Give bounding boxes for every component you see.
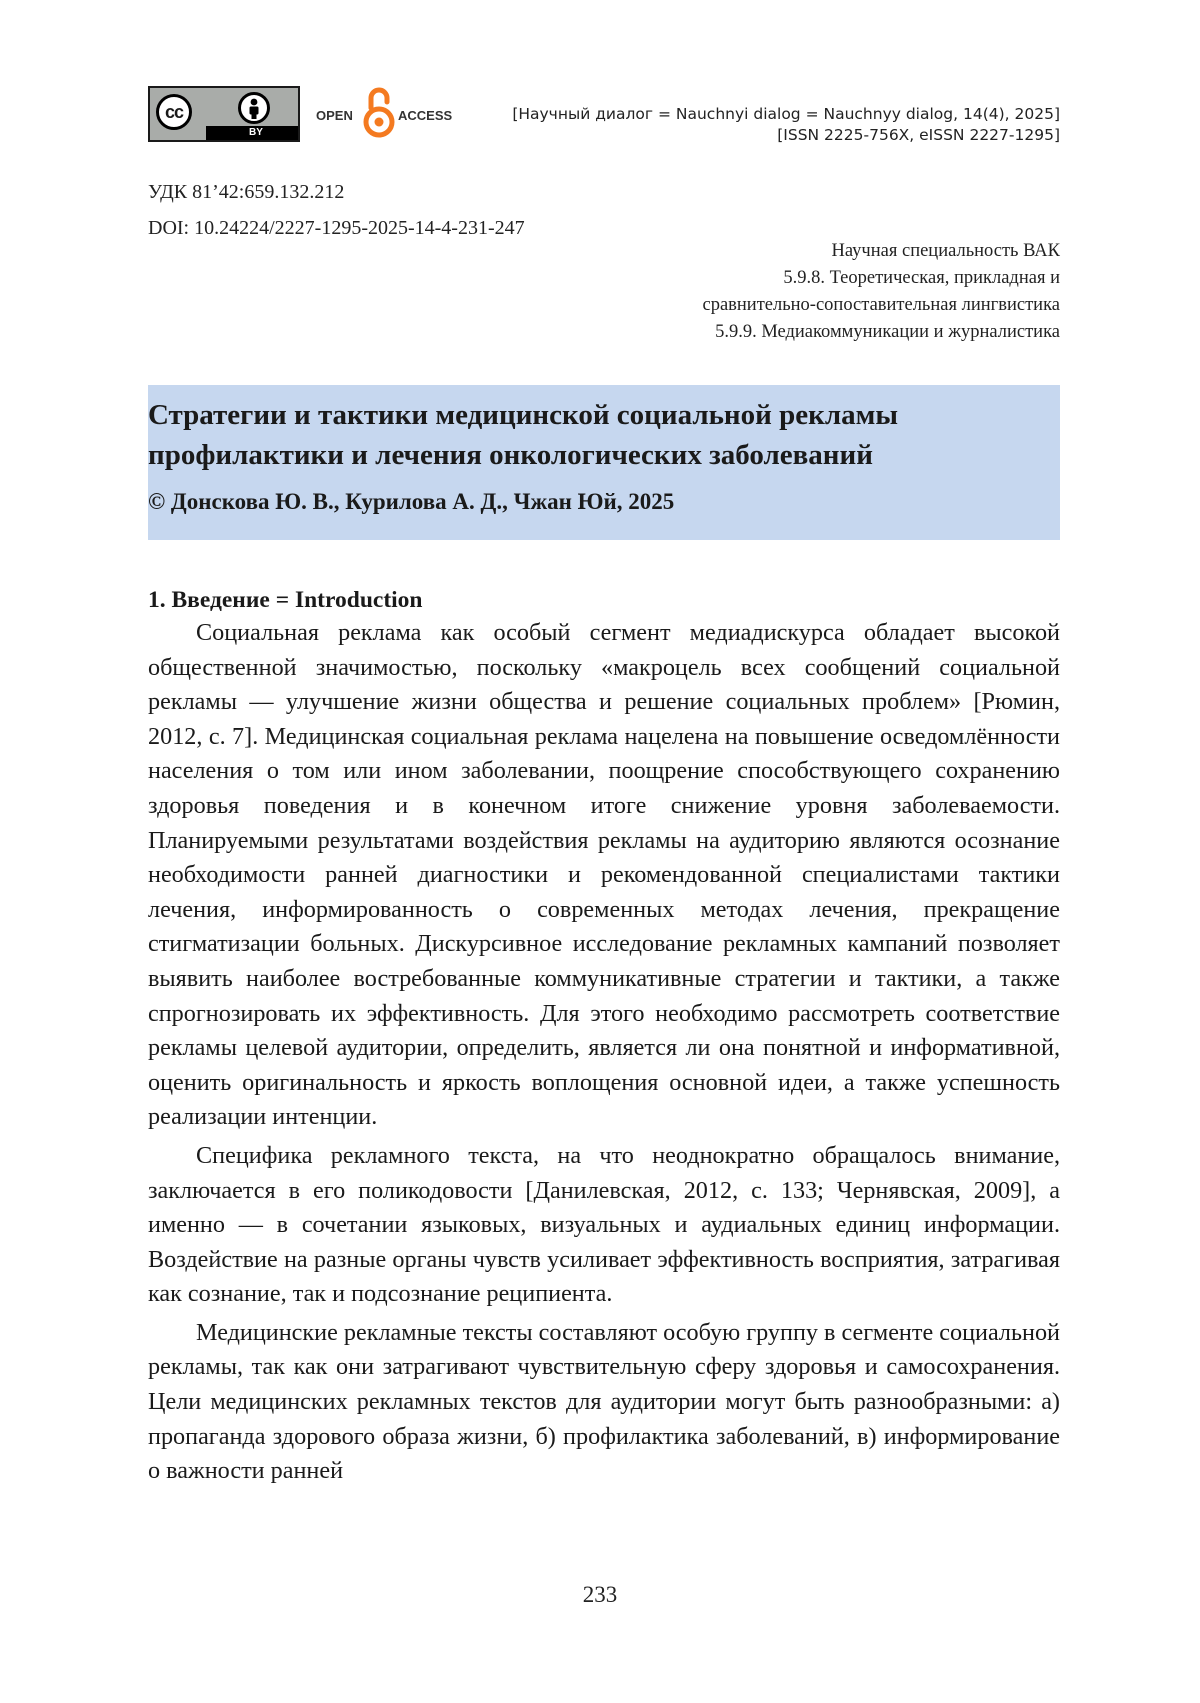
article-authors: © Донскова Ю. В., Курилова А. Д., Чжан Юй, 2025 [148,489,675,514]
article-meta [148,174,525,246]
open-access-logo[interactable] [316,84,466,140]
open-access-left-text: OPEN [316,108,353,123]
specialty-item: 5.9.8. Теоретическая, прикладная и [783,268,1060,288]
doi-link[interactable]: DOI: 10.24224/2227-1295-2025-14-4-231-247 [148,217,525,239]
scientific-specialty [702,238,1060,346]
cc-by-license-badge[interactable] [148,86,300,142]
by-strip [206,126,298,140]
paragraph: Социальная реклама как особый сегмент медиадискурса обладает высокой общественной значимостью, поскольку «макроцель всех сообщений социальной рекламы — улучшение жизни общества и решение социальных проблем» [Рюмин, 2012, с. 7]. Медицинская социальная реклама нацелена на повышение осведомлённости населения о том или ином заболевании, поощрение способствующего сохранению здоровья поведения и в конечном итоге снижение уровня заболеваемости. Планируемыми результатами воздействия рекламы на аудиторию являются осознание необходимости ранней диагностики и рекомендованной специалистами тактики лечения, информированность о современных методах лечения, прекращение стигматизации больных. Дискурсивное исследование рекламных кампаний позволяет выявить наиболее востребованные коммуникативные стратегии и тактики, а также спрогнозировать их эффективность. Для этого необходимо рассмотреть соответствие рекламы целевой аудитории, определить, является ли она понятной и информативной, оценить оригинальность и яркость воплощения основной идеи, а также успешность реализации интенции. [148,619,1060,1131]
title-line: Стратегии и тактики медицинской социальной рекламы [148,399,898,431]
open-access-right-text: ACCESS [398,108,453,123]
paragraph: Специфика рекламного текста, на что неоднократно обращалось внимание, заключается в его поликодовости [Данилевская, 2012, с. 133; Чернявская, 2009], а именно — в сочетании языковых, визуальных и аудиальных единиц информации. Воздействие на разные органы чувств усиливает эффективность восприятия, затрагивая как сознание, так и подсознание реципиента. [148,1141,1060,1308]
cc-icon: cc [156,94,192,130]
specialty-item: 5.9.9. Медиакоммуникации и журналистика [715,322,1060,342]
by-label: BY [249,127,263,138]
specialty-item: сравнительно-сопоставительная лингвистика [702,295,1060,315]
section-heading: 1. Введение = Introduction [148,587,423,613]
person-icon [238,92,270,124]
article-body [148,584,1060,1489]
journal-citation: [Научный диалог = Nauchnyi dialog = Nauchnyy dialog, 14(4), 2025] [512,105,1060,123]
page-number: 233 [582,1582,618,1607]
article-title [148,395,1060,475]
journal-reference [512,104,1060,146]
journal-issn: [ISSN 2225-756X, eISSN 2227-1295] [777,126,1060,144]
title-line: профилактики и лечения онкологических заболеваний [148,439,873,471]
open-access-lock-icon [362,84,396,140]
paragraph: Медицинские рекламные тексты составляют особую группу в сегменте социальной рекламы, так как они затрагивают чувствительную сферу здоровья и самосохранения. Цели медицинских рекламных текстов для аудитории могут быть разнообразными: а) пропаганда здорового образа жизни, б) профилактика заболеваний, в) информирование о важности ранней [148,1318,1060,1485]
title-block [148,385,1060,540]
udc-code: УДК 81’42:659.132.212 [148,181,345,203]
specialty-heading: Научная специальность ВАК [831,241,1060,261]
